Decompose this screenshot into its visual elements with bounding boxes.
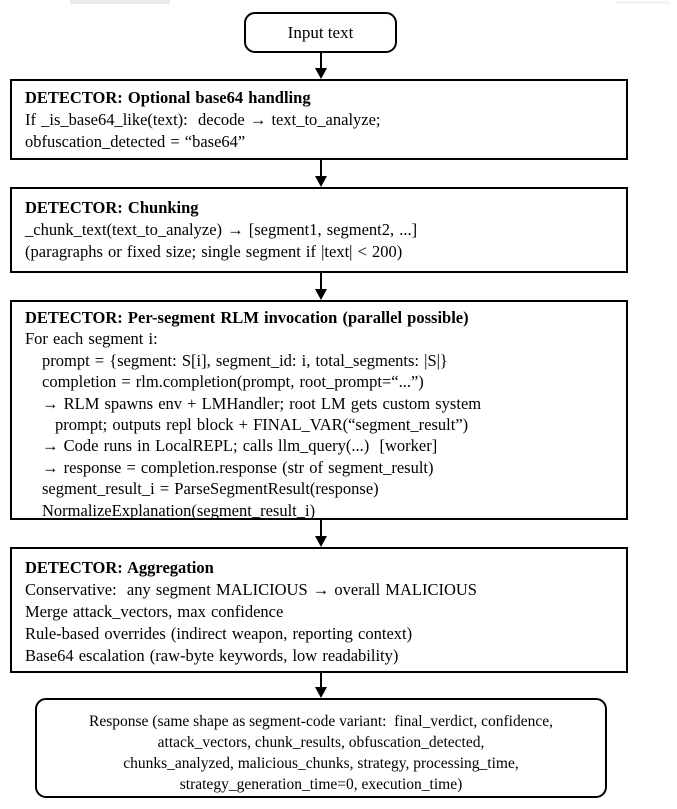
diagram-text-line: Rule-based overrides (indirect weapon, reporting context) (25, 624, 413, 643)
diagram-text-line: For each segment i: (25, 329, 158, 349)
arrow-stem (320, 53, 322, 68)
input-text-node (244, 12, 397, 53)
response-node (35, 698, 607, 798)
diagram-text-line: (paragraphs or fixed size; single segment if |text| < 200) (25, 242, 403, 261)
diagram-text-line: Base64 escalation (raw-byte keywords, low readability) (25, 646, 399, 665)
diagram-text-line: Merge attack_vectors, max confidence (25, 602, 284, 621)
diagram-text-line: segment_result_i = ParseSegmentResult(response) (42, 479, 379, 499)
diagram-text-line: Response (same shape as segment-code variant: final_verdict, confidence, (89, 713, 553, 730)
arrow-stem (320, 273, 322, 289)
arrow-stem (320, 673, 322, 687)
detector-box-rlm-invocation (10, 300, 628, 520)
diagram-text-line: Conservative: any segment MALICIOUS → overall MALICIOUS (25, 580, 477, 599)
flow-arrow-down-icon (312, 273, 329, 300)
detector-box-base64 (10, 79, 628, 160)
diagram-text-line: _chunk_text(text_to_analyze) → [segment1, segment2, ...] (25, 220, 418, 239)
diagram-text-line: obfuscation_detected = “base64” (25, 132, 246, 151)
diagram-text-line: prompt; outputs repl block + FINAL_VAR(“segment_result”) (55, 415, 469, 435)
diagram-text-line: If _is_base64_like(text): decode → text_to_analyze; (25, 110, 381, 129)
arrow-head (315, 176, 327, 187)
detector-title: DETECTOR: Per-segment RLM invocation (parallel possible) (25, 308, 469, 327)
detector-body (25, 219, 616, 263)
arrow-head (315, 687, 327, 698)
diagram-text-line: → Code runs in LocalREPL; calls llm_query(...) [worker] (42, 436, 438, 456)
flow-arrow-down-icon (312, 160, 329, 187)
arrow-stem (320, 160, 322, 176)
detector-title: DETECTOR: Chunking (25, 198, 199, 217)
detector-box-chunking (10, 187, 628, 273)
flow-arrow-down-icon (312, 520, 329, 547)
arrow-stem (320, 520, 322, 536)
arrow-head (315, 68, 327, 79)
diagram-text-line: → response = completion.response (str of segment_result) (42, 457, 434, 477)
diagram-text-line: attack_vectors, chunk_results, obfuscation_detected, (157, 734, 485, 751)
crop-artifact (70, 0, 170, 4)
flow-arrow-down-icon (312, 673, 329, 698)
arrow-head (315, 289, 327, 300)
crop-artifact (616, 1, 670, 4)
detector-body (25, 109, 616, 153)
diagram-text-line: strategy_generation_time=0, execution_time) (179, 776, 463, 793)
diagram-text-line: completion = rlm.completion(prompt, root_prompt=“...”) (42, 372, 424, 392)
diagram-text-line: → RLM spawns env + LMHandler; root LM gets custom system (42, 393, 482, 413)
arrow-head (315, 536, 327, 547)
diagram-text-line: prompt = {segment: S[i], segment_id: i, total_segments: |S|} (42, 350, 448, 370)
detector-body (25, 579, 616, 667)
diagram-text-line: chunks_analyzed, malicious_chunks, strategy, processing_time, (123, 755, 519, 772)
detector-title: DETECTOR: Optional base64 handling (25, 88, 311, 107)
flow-arrow-down-icon (312, 53, 329, 79)
diagram-text-line: NormalizeExplanation(segment_result_i) (42, 500, 316, 520)
input-node-label: Input text (287, 22, 354, 42)
detector-box-aggregation (10, 547, 628, 673)
detector-body (25, 328, 616, 521)
detector-title: DETECTOR: Aggregation (25, 558, 214, 577)
